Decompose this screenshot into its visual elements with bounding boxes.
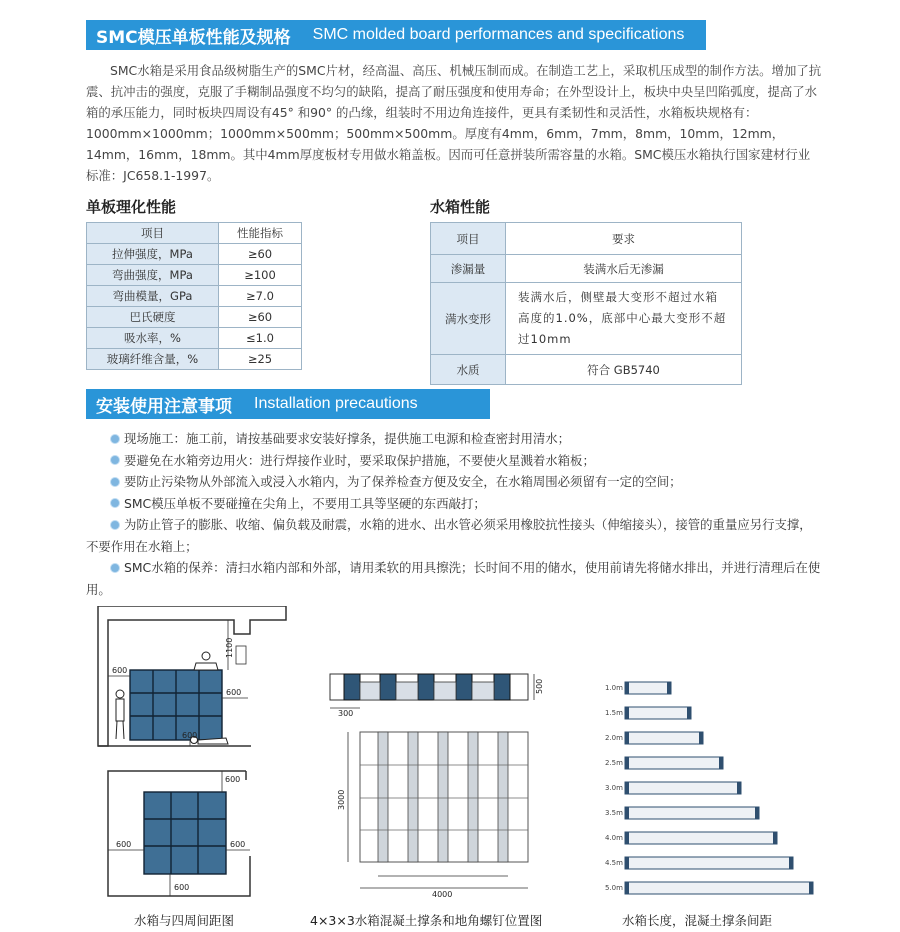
table-row: [431, 355, 742, 385]
dim-label: 4000: [432, 890, 453, 899]
table-header: 要求: [506, 223, 742, 255]
bullet-icon: [110, 520, 120, 530]
row-label: 5.0m: [605, 884, 623, 892]
dim-label: 600: [112, 666, 128, 675]
table-row: [87, 328, 302, 349]
board-properties-table: [86, 222, 302, 370]
table-cell: 弯曲模量，GPa: [87, 286, 219, 307]
tank-plan: [144, 792, 226, 874]
table-cell: 满水变形: [431, 283, 506, 355]
banner-title-cn: 安装使用注意事项: [96, 396, 232, 417]
bullet-icon: [110, 455, 120, 465]
bullet-icon: [110, 434, 120, 444]
table-row: [431, 283, 742, 355]
length-row: [605, 732, 703, 744]
table-cell: 水质: [431, 355, 506, 385]
dim-label: 1100: [225, 637, 234, 658]
list-item-text: SMC水箱的保养：清扫水箱内部和外部，请用柔软的用具擦洗；长时间不用的储水，使用前请先将储水排出，并进行清理后在使用。: [86, 560, 821, 597]
dim-label: 600: [225, 775, 241, 784]
length-row: [605, 882, 813, 894]
tank-performance-table: [430, 222, 742, 385]
table-cell: ≥100: [219, 265, 302, 286]
list-item-text: 为防止管子的膨胀、收缩、偏负载及耐震，水箱的进水、出水管必须采用橡胶抗性接头（伸缩接头），接管的重量应另行支撑，不要作用在水箱上；: [86, 517, 812, 554]
strip-plan: [348, 732, 528, 888]
row-label: 4.0m: [605, 834, 623, 842]
table-cell: ≤1.0: [219, 328, 302, 349]
length-rows: [605, 682, 813, 894]
table-cell: 装满水后，侧壁最大变形不超过水箱高度的1.0%，底部中心最大变形不超过10mm: [506, 283, 742, 355]
table-cell: 符合 GB5740: [506, 355, 742, 385]
bullet-icon: [110, 477, 120, 487]
table1-title: 单板理化性能: [86, 198, 177, 216]
length-row: [605, 707, 691, 719]
banner-title-cn: SMC模压单板性能及规格: [96, 27, 291, 48]
table2-title: 水箱性能: [430, 198, 491, 216]
table-header-row: [87, 223, 302, 244]
banner-title-en: Installation precautions: [254, 395, 418, 412]
row-label: 1.0m: [605, 684, 623, 692]
diagram2-caption: 4×3×3水箱混凝土撑条和地角螺钉位置图: [310, 913, 543, 928]
row-label: 2.0m: [605, 734, 623, 742]
list-item: [86, 557, 822, 600]
length-row: [605, 832, 777, 844]
list-item-text: SMC模压单板不要碰撞在尖角上，不要用工具等坚硬的东西敲打；: [124, 495, 486, 511]
table-cell: 弯曲强度，MPa: [87, 265, 219, 286]
table-header: 项目: [431, 223, 506, 255]
bullet-icon: [110, 563, 120, 573]
row-label: 1.5m: [605, 709, 623, 717]
table-header: 性能指标: [219, 223, 302, 244]
table-cell: 吸水率，%: [87, 328, 219, 349]
bullet-icon: [110, 498, 120, 508]
tank-front: [130, 670, 222, 740]
table-row: [431, 255, 742, 283]
dim-label: 600: [174, 883, 190, 892]
length-row: [605, 782, 741, 794]
table-row: [87, 349, 302, 370]
list-item: [86, 428, 822, 450]
table-row: [87, 286, 302, 307]
table-cell: 玻璃纤维含量，%: [87, 349, 219, 370]
table-cell: 巴氏硬度: [87, 307, 219, 328]
diagram3-caption: 水箱长度，混凝土撑条间距: [622, 913, 773, 928]
list-item-text: 现场施工：施工前，请按基础要求安装好撑条，提供施工电源和检查密封用清水；: [124, 431, 571, 446]
table-row: [87, 244, 302, 265]
dim-label: 3000: [337, 789, 346, 810]
table-cell: ≥7.0: [219, 286, 302, 307]
diagram1-caption: 水箱与四周间距图: [134, 913, 235, 928]
list-item: [86, 493, 822, 515]
precautions-list: [86, 428, 822, 600]
section-banner-specs: [86, 20, 706, 50]
banner-title-en: SMC molded board performances and specifications: [312, 26, 685, 43]
tank-length-diagram: [605, 676, 815, 906]
tank-clearance-diagram: [86, 606, 298, 906]
table-cell: 拉伸强度，MPa: [87, 244, 219, 265]
table-header: 项目: [87, 223, 219, 244]
row-label: 2.5m: [605, 759, 623, 767]
length-row: [605, 682, 671, 694]
list-item-text: 要避免在水箱旁边用火：进行焊接作业时，要采取保护措施，不要使火星溅着水箱板；: [124, 452, 595, 468]
row-label: 4.5m: [605, 859, 623, 867]
table-row: [87, 265, 302, 286]
length-row: [605, 807, 759, 819]
dim-label: 500: [535, 678, 544, 694]
row-label: 3.5m: [605, 809, 623, 817]
length-row: [605, 857, 793, 869]
section-banner-installation: [86, 389, 490, 419]
row-label: 3.0m: [605, 784, 623, 792]
dim-label: 600: [230, 840, 246, 849]
dim-label: 300: [338, 709, 354, 718]
table-cell: ≥25: [219, 349, 302, 370]
list-item: [86, 514, 822, 557]
strip-elevation: [330, 674, 534, 708]
list-item-text: 要防止污染物从外部流入或浸入水箱内，为了保养检查方便及安全，在水箱周围必须留有一定的空间；: [124, 474, 682, 489]
concrete-strip-diagram: [326, 670, 562, 900]
table-cell: 渗漏量: [431, 255, 506, 283]
dim-label: 600: [226, 688, 242, 697]
table-row: [87, 307, 302, 328]
table-cell: ≥60: [219, 307, 302, 328]
dim-label: 600: [116, 840, 132, 849]
dim-label: 600: [182, 731, 198, 740]
table-cell: 装满水后无渗漏: [506, 255, 742, 283]
intro-paragraph: SMC水箱是采用食品级树脂生产的SMC片材，经高温、高压、机械压制而成。在制造工艺上，采取机压成型的制作方法。增加了抗震、抗冲击的强度，克服了手糊制品强度不均匀的缺陷，提高了耐压强度和使用寿命；在外型设计上，板块中央呈凹陷弧度，提高了水箱的承压能力，同时板块四周设有45° 和90° 的凸缘，组装时不用边角连接件，更具有柔韧性和灵活性，水箱板块规格有：1000mm×1000mm；1000mm×500mm；500mm×500mm。厚度有4mm，6mm，7mm，8mm，10mm，12mm，14mm，16mm，18mm。其中4mm厚度板材专用做水箱盖板。因而可任意拼装所需容量的水箱。SMC模压水箱执行国家建材行业标准：JC658.1-1997。: [86, 63, 822, 183]
table-header-row: [431, 223, 742, 255]
list-item: [86, 471, 822, 493]
list-item: [86, 450, 822, 472]
length-row: [605, 757, 723, 769]
table-cell: ≥60: [219, 244, 302, 265]
